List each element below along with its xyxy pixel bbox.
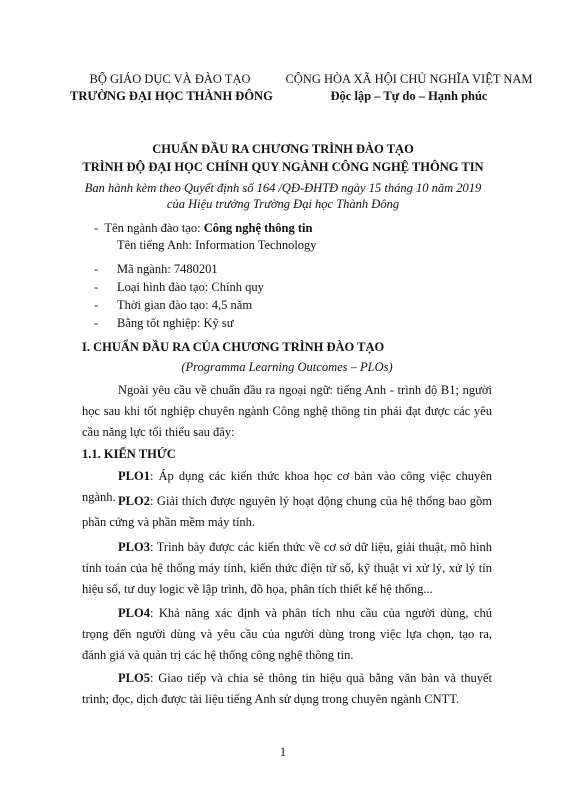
document-title: CHUẨN ĐẦU RA CHƯƠNG TRÌNH ĐÀO TẠO xyxy=(152,142,414,156)
decision-issuer: của Hiệu trưởng Trường Đại học Thành Đông xyxy=(166,197,400,211)
major-label: Tên ngành đào tạo: xyxy=(104,221,204,235)
page-number: 1 xyxy=(279,745,287,759)
plo-paragraph: PLO1: Áp dụng các kiến thức khoa học cơ bản vào công việc chuyên ngành. xyxy=(82,469,492,504)
national-title: CỘNG HÒA XÃ HỘI CHỦ NGHĨA VIỆT NAM xyxy=(285,72,533,86)
university-name: TRƯỜNG ĐẠI HỌC THÀNH ĐÔNG xyxy=(70,89,273,103)
document-subtitle: TRÌNH ĐỘ ĐẠI HỌC CHÍNH QUY NGÀNH CÔNG NGHỆ THÔNG TIN xyxy=(82,160,484,174)
intro-paragraph: Ngoài yêu cầu về chuẩn đầu ra ngoại ngữ: tiếng Anh - trình độ B1; người học sau khi tốt nghiệp chuyên ngành Công nghệ thông tin phải đạt được các yêu cầu năng lực tối thiểu sau đây: xyxy=(82,383,492,439)
national-motto: Độc lập – Tự do – Hạnh phúc xyxy=(330,89,488,103)
subsection-heading: 1.1. KIẾN THỨC xyxy=(82,447,176,461)
plo-paragraph: PLO4: Khả năng xác định và phân tích nhu cầu của người dùng, chú trọng đến người dùng và yêu cầu của người dùng trong việc lựa chọn, tạo ra, đánh giá và quản trị các hệ thống công nghệ thông tin. xyxy=(82,606,492,662)
plo-paragraph: PLO2: Giải thích được nguyên lý hoạt động chung của hệ thống bao gồm phần cứng và phần mềm máy tính. xyxy=(82,494,492,529)
decision-line: Ban hành kèm theo Quyết định số 164 /QĐ-ĐHTĐ ngày 15 tháng 10 năm 2019 xyxy=(84,181,482,195)
section-heading: I. CHUẨN ĐẦU RA CỦA CHƯƠNG TRÌNH ĐÀO TẠO xyxy=(82,340,385,354)
section-subheading: (Programma Learning Outcomes – PLOs) xyxy=(181,360,393,374)
plo-paragraph: PLO5: Giao tiếp và chia sẻ thông tin hiệu quả bằng văn bản và thuyết trình; đọc, dịch được tài liệu tiếng Anh sử dụng trong chuyên ngành CNTT. xyxy=(82,671,492,706)
ministry-name: BỘ GIÁO DỤC VÀ ĐÀO TẠO xyxy=(89,72,251,86)
plo-paragraph: PLO3: Trình bày được các kiến thức về cơ sở dữ liệu, giải thuật, mô hình tính toán của hệ thống máy tính, kiến thức điện tử số, kỹ thuật vi xử lý, xử lý tín hiệu số, tư duy logic về lập trình, đồ họa, phân tích thiết kế hệ thống... xyxy=(82,540,492,596)
english-name: Tên tiếng Anh: Information Technology xyxy=(117,238,317,252)
major-line: - Tên ngành đào tạo: Công nghệ thông tin xyxy=(94,221,313,235)
major-value: Công nghệ thông tin xyxy=(203,221,313,235)
